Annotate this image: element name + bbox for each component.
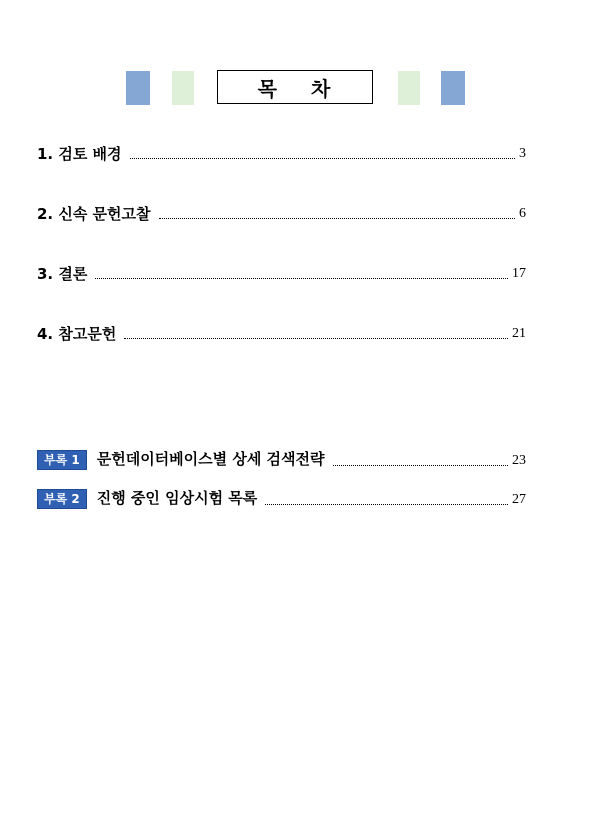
decor-block-blue-right <box>441 71 465 105</box>
toc-entry-page: 3 <box>519 146 526 161</box>
appendix-badge: 부록 1 <box>37 450 87 470</box>
toc-entry-page: 6 <box>519 206 526 221</box>
decor-block-green-right <box>398 71 420 105</box>
appendix-entry-1[interactable] <box>37 450 526 470</box>
toc-entry-rapid-review[interactable] <box>37 205 526 223</box>
appendix-entry-page: 23 <box>512 453 526 468</box>
title-char-1: 목 <box>257 76 279 101</box>
toc-entry-label: 1. 검토 배경 <box>37 145 122 163</box>
appendix-entry-2[interactable] <box>37 489 526 509</box>
toc-entry-label: 3. 결론 <box>37 265 88 283</box>
toc-entry-background[interactable] <box>37 145 526 163</box>
title-char-2: 차 <box>311 76 333 101</box>
decor-block-blue-left <box>126 71 150 105</box>
toc-entry-label: 4. 참고문헌 <box>37 325 117 343</box>
page-title <box>217 70 373 104</box>
toc-entry-references[interactable] <box>37 325 526 343</box>
appendix-entry-page: 27 <box>512 492 526 507</box>
toc-entry-conclusion[interactable] <box>37 265 526 283</box>
dot-leader <box>124 337 508 339</box>
dot-leader <box>130 157 515 159</box>
appendix-badge: 부록 2 <box>37 489 87 509</box>
decor-block-green-left <box>172 71 194 105</box>
appendix-entry-label: 진행 중인 임상시험 목록 <box>96 489 258 507</box>
dot-leader <box>159 217 515 219</box>
toc-entry-page: 21 <box>512 326 526 341</box>
toc-entry-label: 2. 신속 문헌고찰 <box>37 205 151 223</box>
appendix-entry-label: 문헌데이터베이스별 상세 검색전략 <box>96 450 325 468</box>
dot-leader <box>333 464 508 466</box>
dot-leader <box>95 277 508 279</box>
dot-leader <box>265 503 508 505</box>
toc-entry-page: 17 <box>512 266 526 281</box>
